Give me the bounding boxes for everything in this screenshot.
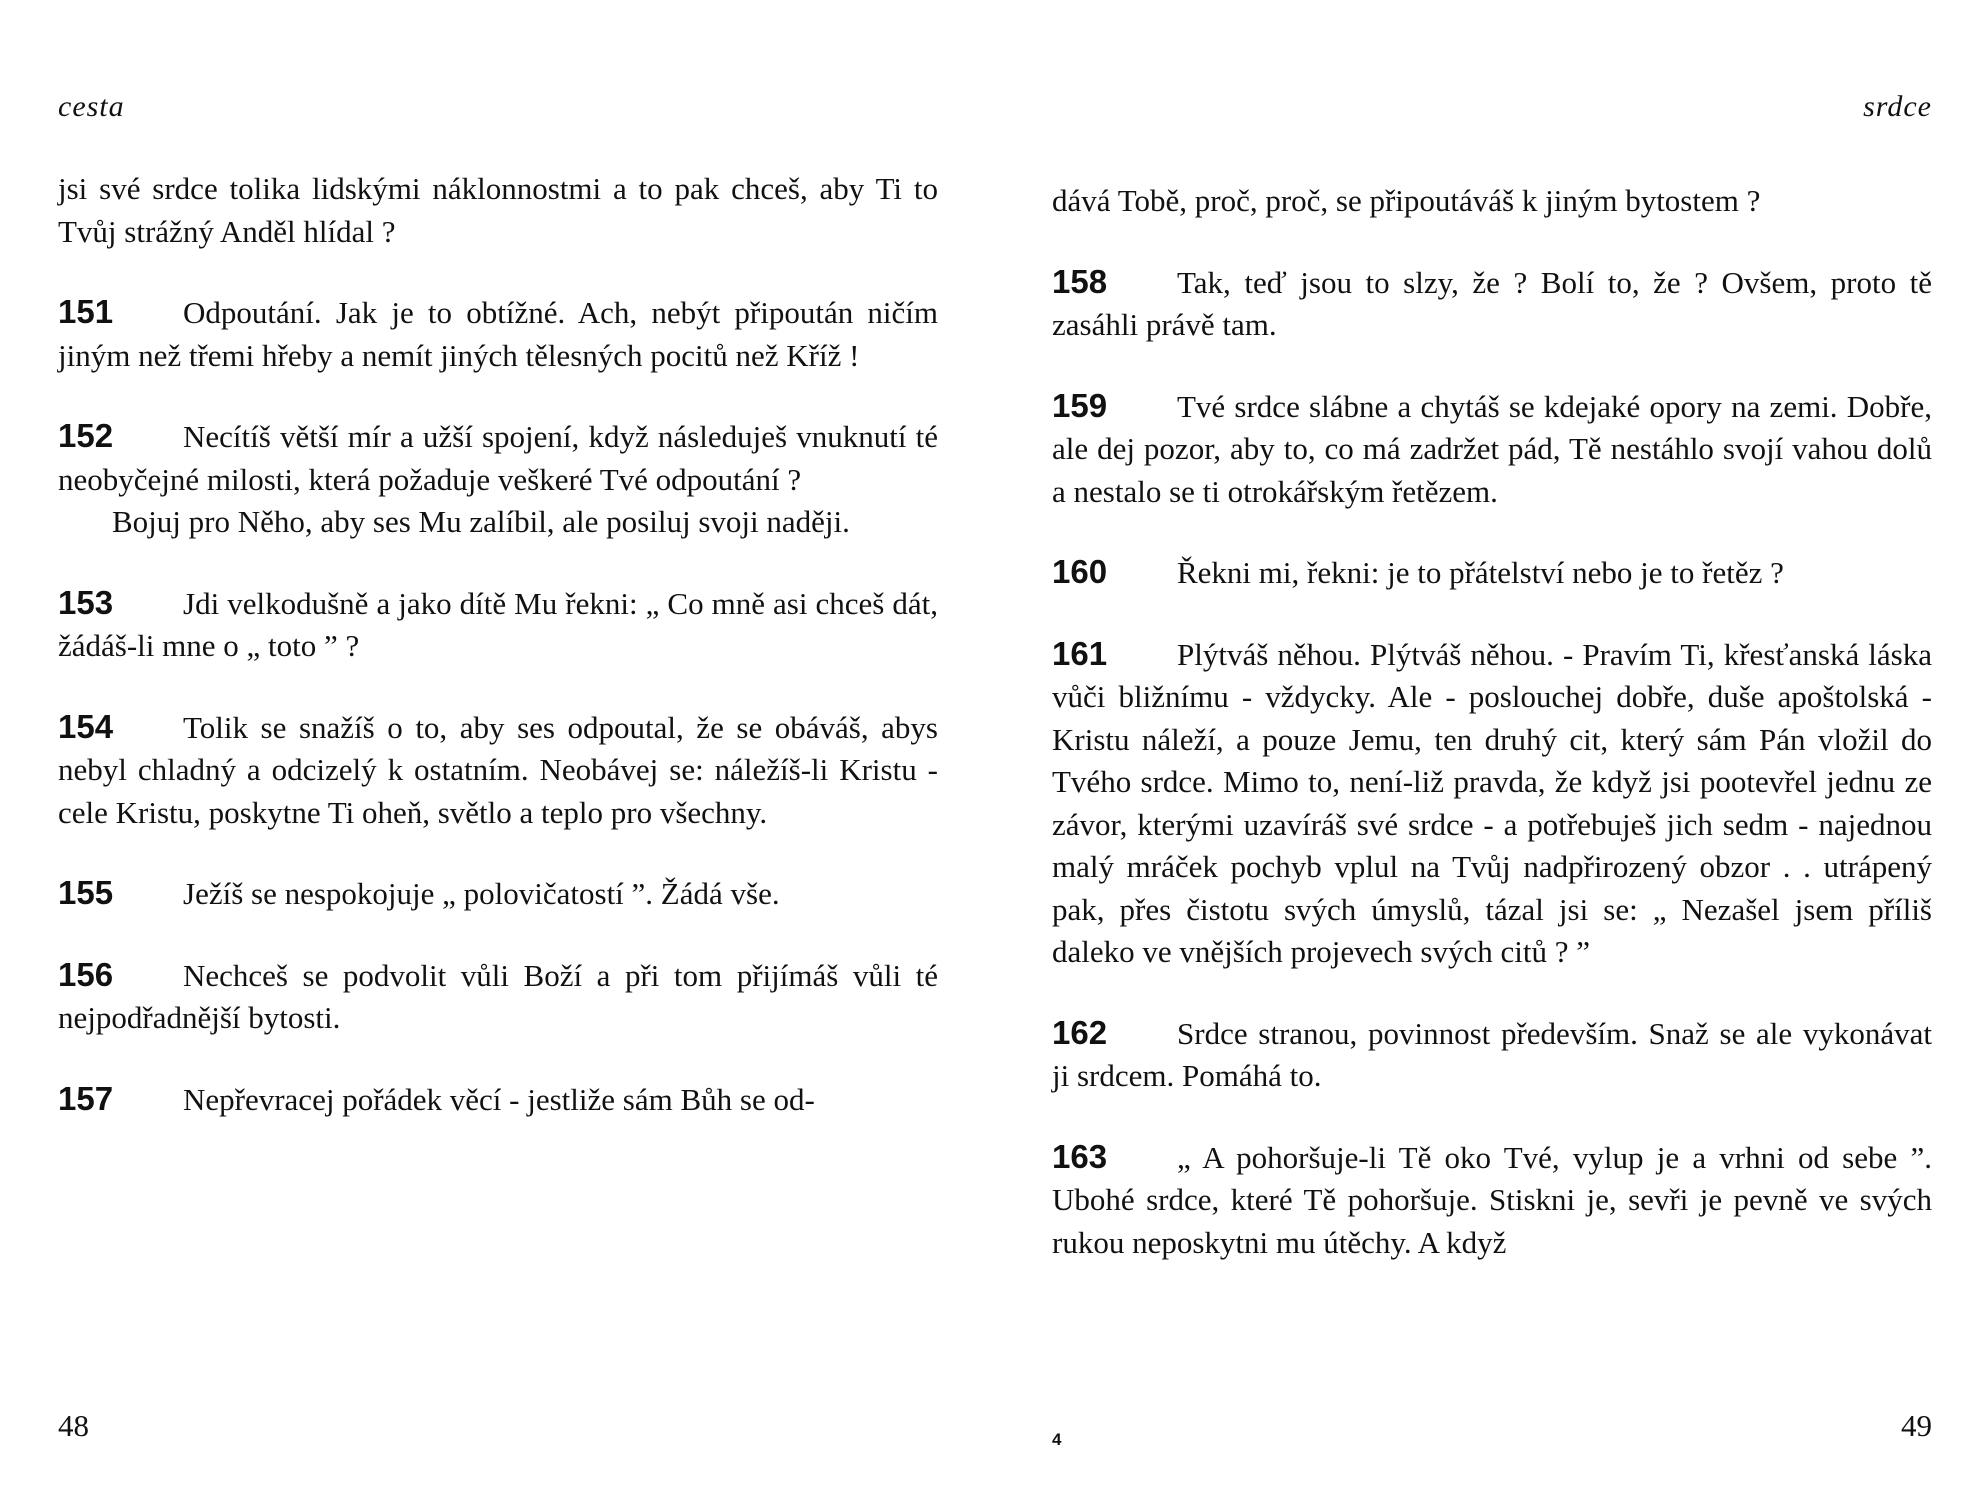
paragraph-number: 151: [58, 293, 114, 330]
paragraph-text: „ A pohoršuje-li Tě oko Tvé, vylup je a vrhni od sebe ”. Ubohé srdce, které Tě pohoršuje. Stiskni je, sevři je pevně ve svých rukou neposkytni mu útěchy. A když: [1052, 1139, 1932, 1260]
page-number: 48: [58, 1408, 89, 1443]
paragraph-text: Tvé srdce slábne a chytáš se kdejaké opory na zemi. Dobře, ale dej pozor, aby to, co má zadržet pád, Tě nestáhlo svojí vahou dolů a nestalo se ti otrokářským řetězem.: [1052, 388, 1932, 509]
paragraph-text: Necítíš větší mír a užší spojení, když následuješ vnuknutí té neobyčejné milosti, která požaduje veškeré Tvé odpoutání ?: [58, 419, 938, 497]
paragraph-number: 160: [1052, 553, 1108, 590]
paragraph-text: Nepřevracej pořádek věcí - jestliže sám Bůh se od-: [183, 1081, 815, 1117]
paragraph-number: 157: [58, 1079, 114, 1117]
paragraph: [1052, 180, 1932, 223]
paragraph-text: Odpoutání. Jak je to obtížné. Ach, nebýt připoután ničím jiným než třemi hřeby a nemít jiných tělesných pocitů než Kříž !: [58, 295, 938, 373]
paragraph-text: Řekni mi, řekni: je to přátelství nebo je to řetěz ?: [1177, 555, 1784, 590]
paragraph-153: [58, 582, 938, 668]
running-head: srdce: [1863, 90, 1932, 123]
signature-mark: 4: [1052, 1430, 1062, 1449]
right-page: [1052, 0, 1932, 1500]
paragraph-151: [58, 291, 938, 377]
paragraph-number: 162: [1052, 1013, 1108, 1051]
paragraph-number: 154: [58, 707, 114, 745]
paragraph-152-continued: [58, 501, 938, 544]
paragraph-text: jsi své srdce tolika lidskými náklonnostmi a to pak chceš, aby Ti to Tvůj strážný Anděl hlídal ?: [58, 171, 938, 249]
paragraph-number: 163: [1052, 1137, 1108, 1175]
paragraph-number: 155: [58, 874, 114, 911]
left-page-text: [58, 168, 938, 1159]
paragraph-number: 161: [1052, 634, 1108, 672]
paragraph-text: Jdi velkodušně a jako dítě Mu řekni: „ Co mně asi chceš dát, žádáš-li mne o „ toto ” ?: [58, 585, 938, 663]
paragraph-154: [58, 706, 938, 835]
paragraph-number: 153: [58, 583, 114, 621]
running-head: cesta: [58, 90, 125, 123]
paragraph-157: [58, 1078, 938, 1122]
paragraph-number: 158: [1052, 262, 1108, 300]
paragraph-text: Nechceš se podvolit vůli Boží a při tom přijímáš vůli té nejpodřadnější bytosti.: [58, 957, 938, 1035]
paragraph-159: [1052, 385, 1932, 514]
paragraph-text: Srdce stranou, povinnost především. Snaž se ale vykonávat ji srdcem. Pomáhá to.: [1052, 1015, 1932, 1093]
paragraph-155: [58, 872, 938, 916]
paragraph-text: dává Tobě, proč, proč, se připoutáváš k jiným bytostem ?: [1052, 183, 1761, 218]
paragraph-160: [1052, 551, 1932, 595]
paragraph-number: 156: [58, 955, 114, 993]
paragraph-163: [1052, 1136, 1932, 1265]
page-number: 49: [1901, 1408, 1932, 1443]
paragraph-number: 159: [1052, 386, 1108, 424]
paragraph-156: [58, 954, 938, 1040]
paragraph-162: [1052, 1012, 1932, 1098]
paragraph-text: Ježíš se nespokojuje „ polovičatostí ”. Žádá vše.: [183, 876, 780, 911]
paragraph-number: 152: [58, 417, 114, 454]
left-page: [58, 0, 938, 1500]
right-page-text: [1052, 180, 1932, 1302]
paragraph-152: [58, 415, 938, 501]
paragraph-text: Tolik se snažíš o to, aby ses odpoutal, že se obáváš, abys nebyl chladný a odcizelý k ostatním. Neobávej se: náležíš-li Kristu - cele Kristu, poskytne Ti oheň, světlo a teplo pro všechny.: [58, 709, 938, 830]
paragraph-161: [1052, 633, 1932, 974]
paragraph-text: Tak, teď jsou to slzy, že ? Bolí to, že ? Ovšem, proto tě zasáhli právě tam.: [1052, 264, 1932, 342]
paragraph: [58, 168, 938, 253]
paragraph-158: [1052, 261, 1932, 347]
paragraph-text: Plýtváš něhou. Plýtváš něhou. - Pravím Ti, křesťanská láska vůči bližnímu - vždycky. Ale - poslouchej dobře, duše apoštolská - Kristu náleží, a pouze Jemu, ten druhý cit, který sám Pán vložil do Tvého srdce. Mimo to, není-liž pravda, že když jsi pootevřel jednu ze závor, kterými uzavíráš své srdce - a potřebuješ jich sedm - najednou malý mráček pochyb vplul na Tvůj nadpřirozený obzor . . utrápený pak, přes čistotu svých úmyslů, tázal jsi se: „ Nezašel jsem příliš daleko ve vnějších projevech svých citů ? ”: [1052, 636, 1932, 969]
paragraph-text: Bojuj pro Něho, aby ses Mu zalíbil, ale posiluj svoji naději.: [112, 504, 850, 539]
